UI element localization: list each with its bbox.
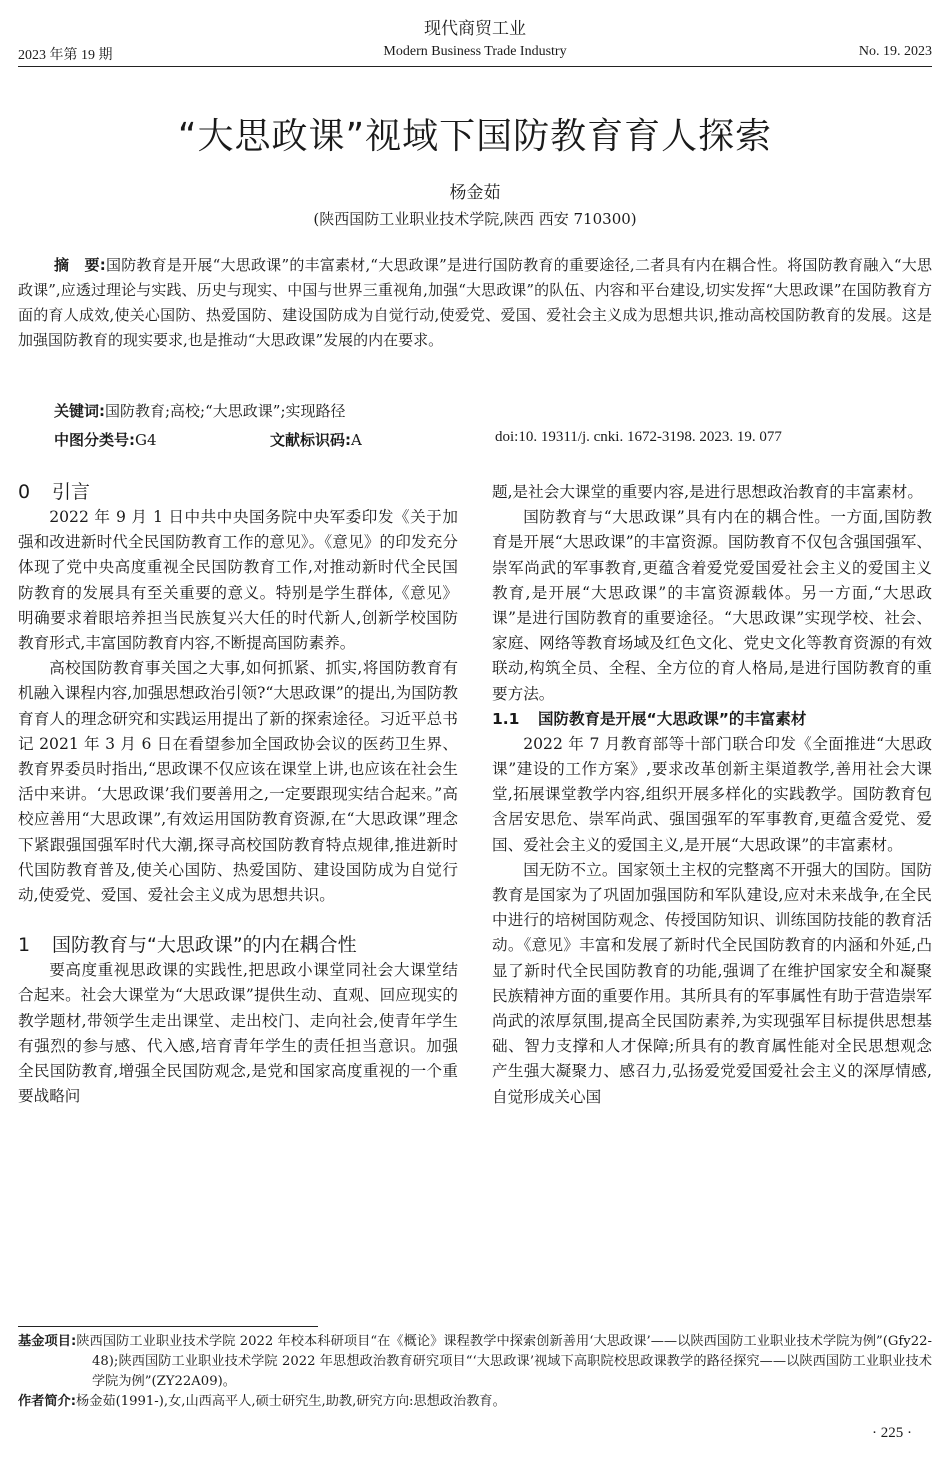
section-heading-0: 0 引言 — [18, 481, 91, 503]
paragraph: 高校国防教育事关国之大事,如何抓紧、抓实,将国防教育有机融入课程内容,加强思想政治引领?“大思政课”的提出,为国防教育育人的理念研究和实践运用提出了新的探索途径。习近平总书记 2021 年 3 月 6 日在看望参加全国政协会议的医药卫生界、教育界委员时指出,“思政课不仅应该在课堂上讲,也应该在社会生活中来讲。‘大思政课’我们要善用之,一定要跟现实结合起来。”高校应善用“大思政课”,有效运用国防教育资源,在“大思政课”理念下紧跟强国强军时代大潮,探寻高校国防教育特点规律,推进新时代国防教育普及,使关心国防、热爱国防、建设国防成为自觉行动,使爱党、爱国、爱社会主义成为思想共识。 — [18, 659, 458, 905]
paragraph: 国防教育与“大思政课”具有内在的耦合性。一方面,国防教育是开展“大思政课”的丰富资源。国防教育不仅包含强国强军、崇军尚武的军事教育,更蕴含着爱党爱国爱社会主义的爱国主义教育,是开展“大思政课”的丰富资源载体。另一方面,“大思政课”是进行国防教育的重要途径。“大思政课”实现学校、社会、家庭、网络等教育场域及红色文化、党史文化等教育资源的有效联动,构筑全员、全程、全方位的育人格局,是进行国防教育的重要方法。 — [492, 508, 932, 703]
author-name: 杨金茹 — [449, 183, 501, 203]
abstract — [18, 253, 932, 353]
footnotes — [18, 1332, 932, 1412]
author-bio: 作者简介:杨金茹(1991-),女,山西高平人,硕士研究生,助教,研究方向:思想政治教育。 — [18, 1394, 506, 1409]
abstract-text: 国防教育是开展“大思政课”的丰富素材,“大思政课”是进行国防教育的重要途径,二者具有内在耦合性。将国防教育融入“大思政课”,应透过理论与实践、历史与现实、中国与世界三重视角,加强“大思政课”的队伍、内容和平台建设,切实发挥“大思政课”在国防教育方面的育人成效,使关心国防、热爱国防、建设国防成为自觉行动,使爱党、爱国、爱社会主义成为思想共识,推动高校国防教育的发展。这是加强国防教育的现实要求,也是推动“大思政课”发展的内在要求。 — [18, 256, 933, 349]
paragraph: 要高度重视思政课的实践性,把思政小课堂同社会大课堂结合起来。社会大课堂为“大思政课”提供生动、直观、回应现实的教学题材,带领学生走出课堂、走出校门、走向社会,使青年学生有强烈的参与感、代入感,培育青年学生的责任担当意识。加强全民国防教育,增强全民国防观念,是党和国家高度重视的一个重要战略问 — [18, 961, 458, 1106]
clc-code: 中图分类号:G4 — [54, 431, 157, 449]
doi[interactable]: doi:10. 19311/j. cnki. 1672-3198. 2023. 19. 077 — [495, 429, 782, 445]
paragraph: 2022 年 9 月 1 日中共中央国务院中央军委印发《关于加强和改进新时代全民国防教育工作的意见》。《意见》的印发充分体现了党中央高度重视全民国防教育工作,对推动新时代全民国防教育的发展具有至关重要的意义。特别是学生群体,《意见》明确要求着眼培养担当民族复兴大任的时代新人,创新学校国防教育形式,丰富国防教育内容,不断提高国防素养。 — [18, 508, 458, 653]
keywords-label: 关键词: — [54, 402, 105, 420]
left-column — [18, 480, 458, 1109]
paragraph-continued: 题,是社会大课堂的重要内容,是进行思想政治教育的丰富素材。 — [492, 483, 923, 501]
paragraph: 国无防不立。国家领土主权的完整离不开强大的国防。国防教育是国家为了巩固加强国防和军队建设,应对未来战争,在全民中进行的培树国防观念、传授国防知识、训练国防技能的教育活动。《意见》丰富和发展了新时代全民国防教育的内涵和外延,凸显了新时代全民国防教育的功能,强调了在维护国家安全和凝聚民族精神方面的重要作用。其所具有的军事属性有助于营造崇军尚武的浓厚氛围,提高全民国防素养,为实现强军目标提供思想基础、智力支撑和人才保障;所具有的教育属性能对全民思想观念产生强大凝聚力、感召力,弘扬爱党爱国爱社会主义的深厚情感,自觉形成关心国 — [492, 860, 932, 1106]
article-title: “大思政课”视域下国防教育育人探索 — [177, 116, 773, 157]
right-column — [492, 480, 932, 1110]
header-rule — [18, 66, 932, 67]
paragraph: 2022 年 7 月教育部等十部门联合印发《全面推进“大思政课”建设的工作方案》,要求改革创新主渠道教学,善用社会大课堂,拓展课堂教学内容,组织开展多样化的实践教学。国防教育包含居安思危、崇军尚武、强国强军的军事教育,更蕴含爱党、爱国、爱社会主义的爱国主义,是开展“大思政课”的丰富素材。 — [492, 734, 932, 854]
journal-english-name: Modern Business Trade Industry — [383, 44, 567, 59]
subsection-heading-1-1: 1.1 国防教育是开展“大思政课”的丰富素材 — [492, 709, 807, 728]
abstract-label: 摘 要: — [54, 256, 106, 274]
issue-label: 2023 年第 19 期 — [18, 48, 113, 63]
footnote-rule — [18, 1326, 318, 1327]
journal-title: 现代商贸工业 — [424, 19, 526, 39]
author-affiliation: (陕西国防工业职业技术学院,陕西 西安 710300) — [313, 210, 637, 228]
document-code: 文献标识码:A — [270, 431, 362, 449]
section-heading-1: 1 国防教育与“大思政课”的内在耦合性 — [18, 934, 357, 957]
keywords-text: 国防教育;高校;“大思政课”;实现路径 — [105, 402, 346, 420]
issue-number: No. 19. 2023 — [858, 44, 932, 59]
page-number: · 225 · — [872, 1425, 912, 1441]
funding-note: 基金项目:陕西国防工业职业技术学院 2022 年校本科研项目“在《概论》课程教学中探索创新善用‘大思政课’——以陕西国防工业职业技术学院为例”(Gfy22-48);陕西国防工业职业技术学院 2022 年思想政治教育研究项目“‘大思政课’视域下高职院校思政课教学的路径探究——以陕西国防工业职业技术学院为例”(ZY22A09)。 — [18, 1334, 932, 1389]
keywords — [54, 400, 346, 421]
